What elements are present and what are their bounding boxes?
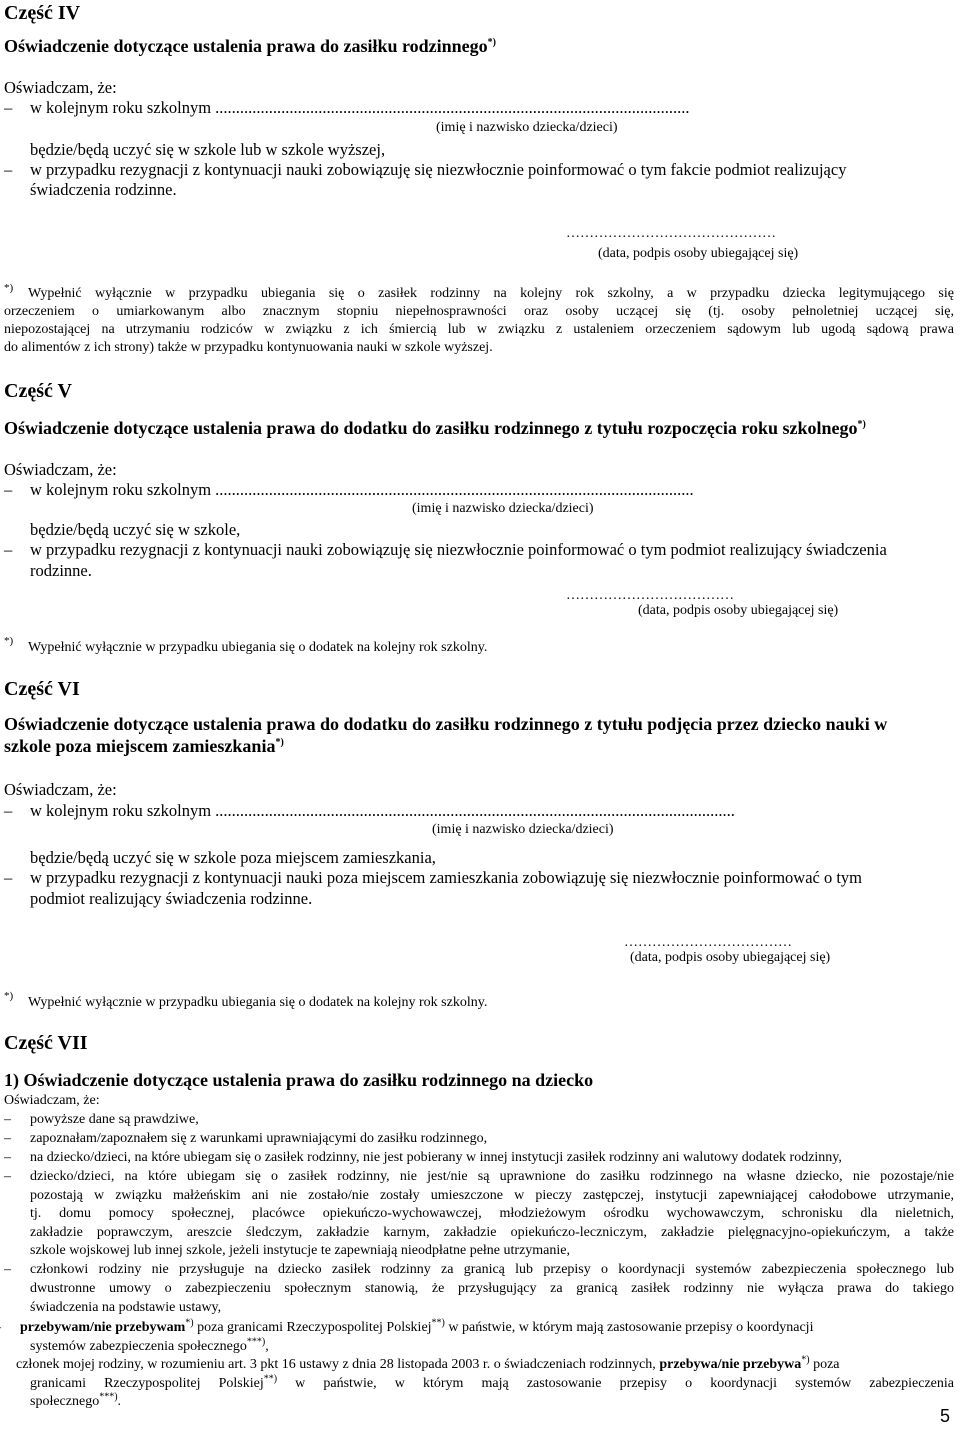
- part7-item6-line1: [20, 1317, 954, 1336]
- part5-title: [4, 418, 866, 439]
- part5-line3b: rodzinne.: [30, 561, 92, 580]
- part4-footnote-line3: niepozostającej na utrzymaniu rodziców w związku z ich śmiercią lub w związku z ustaleniem orzeczeniem sądowym lub ugodą sądową prawa: [4, 322, 954, 337]
- part6-caption: (imię i nazwisko dziecka/dzieci): [432, 822, 614, 837]
- part4-line3b: świadczenia rodzinne.: [30, 180, 177, 199]
- part7-item7-pre: członek mojej rodziny, w rozumieniu art. 3 pkt 16 ustawy z dnia 28 listopada 2003 r. o świadczeniach rodzinnych,: [16, 1357, 660, 1372]
- part5-signature-caption: (data, podpis osoby ubiegającej się): [638, 603, 839, 618]
- part4-footnote-mark: *): [4, 282, 14, 294]
- part5-title-text: Oświadczenie dotyczące ustalenia prawa do dodatku do zasiłku rodzinnego z tytułu rozpoczęcia roku szkolnego: [4, 418, 858, 438]
- part5-caption: (imię i nazwisko dziecka/dzieci): [412, 501, 594, 516]
- part6-line2: będzie/będą uczyć się w szkole poza miejscem zamieszkania,: [30, 848, 436, 867]
- part7-item7-line2: [30, 1373, 954, 1392]
- part7-item3: – na dziecko/dzieci, na które ubiegam się o zasiłek rodzinny, nie jest pobierany w innej instytucji zasiłek rodzinny ani walutowy dodatek rodzinny,: [30, 1150, 842, 1166]
- part5-footnote-line1: Wypełnić wyłącznie w przypadku ubiegania się o dodatek na kolejny rok szkolny.: [28, 640, 488, 655]
- part7-title: 1) Oświadczenie dotyczące ustalenia prawa do zasiłku rodzinnego na dziecko: [4, 1070, 594, 1090]
- part7-item4-line3: tj. domu pomocy społecznej, placówce opiekuńczo-wychowawczej, młodzieżowym ośrodku wychowawczym, schronisku dla nieletnich,: [30, 1206, 954, 1221]
- part4-line2: będzie/będą uczyć się w szkole lub w szkole wyższej,: [30, 140, 386, 159]
- part7-item7-line2-sup: **): [263, 1373, 278, 1385]
- part7-item7-line2-a: granicami Rzeczypospolitej Polskiej: [30, 1376, 264, 1391]
- part7-item7-line3-text: społecznego: [30, 1394, 100, 1409]
- part4-heading: Część IV: [4, 2, 81, 24]
- part7-item7-line1: [16, 1354, 840, 1373]
- part7-item6-rest: w państwie, w którym mają zastosowanie przepisy o koordynacji: [444, 1320, 814, 1335]
- part7-item4-line4: zakładzie poprawczym, areszcie śledczym, zakładzie karnym, zakładzie opiekuńczo-leczniczym, zakładzie pielęgnacyjno-opiekuńczym, a także: [30, 1225, 954, 1240]
- part6-signature-caption: (data, podpis osoby ubiegającej się): [630, 950, 831, 965]
- part4-signature-caption: (data, podpis osoby ubiegającej się): [598, 246, 799, 261]
- part6-title-line1: Oświadczenie dotyczące ustalenia prawa do dodatku do zasiłku rodzinnego z tytułu podjęcia przez dziecko nauki w: [4, 714, 888, 734]
- part5-signature-dots: ………………………………: [566, 588, 734, 603]
- part7-heading: Część VII: [4, 1032, 88, 1054]
- part7-item6-mid: poza granicami Rzeczypospolitej Polskiej: [193, 1320, 432, 1335]
- part5-line3a: – w przypadku rezygnacji z kontynuacji nauki zobowiązuję się niezwłocznie poinformować o tym podmiot realizujący świadczenia: [30, 540, 887, 560]
- part4-line1: – w kolejnym roku szkolnym ...................................................................................................................: [30, 98, 690, 118]
- part7-item6-sup2: **): [431, 1317, 445, 1329]
- part6-line3b: podmiot realizujący świadczenia rodzinne.: [30, 889, 313, 908]
- part5-title-sup: *): [857, 419, 866, 430]
- part4-title-text: Oświadczenie dotyczące ustalenia prawa do zasiłku rodzinnego: [4, 36, 488, 56]
- part6-title-line2: [4, 736, 284, 757]
- part4-title-sup: *): [487, 37, 497, 48]
- part7-item6-status: przebywam/nie przebywam: [20, 1320, 186, 1335]
- page-number: 5: [940, 1406, 951, 1426]
- part7-item4-line1: – dziecko/dzieci, na które ubiegam się o zasiłek rodzinny, nie jest/nie są uprawnione do zasiłku rodzinnego na własne dziecko, nie pozostaje/nie: [30, 1169, 954, 1185]
- part7-item7-status: przebywa/nie przebywa: [659, 1357, 802, 1372]
- part7-item7-line2-b: w państwie, w którym mają zastosowanie przepisy o koordynacji systemów zabezpieczenia: [277, 1376, 954, 1391]
- part5-heading: Część V: [4, 380, 72, 402]
- part6-title-line2-text: szkole poza miejscem zamieszkania: [4, 736, 276, 756]
- part7-declare: Oświadczam, że:: [4, 1093, 100, 1108]
- part4-footnote-line2: orzeczeniem o umiarkowanym albo znacznym stopniu niepełnosprawności oraz osoby uczącej się (tj. osoby pełnoletniej uczącej się,: [4, 304, 954, 319]
- part7-item6-line2-end: ,: [265, 1339, 269, 1354]
- part4-footnote-line1: Wypełnić wyłącznie w przypadku ubiegania się o zasiłek rodzinny na kolejny rok szkolny, a w przypadku dziecka legitymującego się: [28, 286, 954, 301]
- part5-line2: będzie/będą uczyć się w szkole,: [30, 520, 241, 539]
- part6-signature-dots: ………………………………: [624, 935, 792, 950]
- part7-item5-line1: – członkowi rodziny nie przysługuje na dziecko zasiłek rodzinny za granicą lub przepisy o koordynacji systemów zabezpieczenia społecznego lub: [30, 1262, 954, 1278]
- part6-footnote-line1: Wypełnić wyłącznie w przypadku ubiegania się o dodatek na kolejny rok szkolny.: [28, 995, 488, 1010]
- part6-line3a: – w przypadku rezygnacji z kontynuacji nauki poza miejscem zamieszkania zobowiązuję się niezwłocznie poinformować o tym: [30, 868, 862, 888]
- part4-declare: Oświadczam, że:: [4, 78, 117, 97]
- part4-footnote-line4: do alimentów z ich strony) także w przypadku kontynuowania nauki w szkole wyższej.: [4, 340, 493, 355]
- part7-item7-sup: *): [801, 1354, 810, 1366]
- part7-item6-sup1: *): [185, 1317, 194, 1329]
- part7-item6-line2: [30, 1336, 269, 1355]
- part7-item4-line2: pozostają w związku małżeńskim ani nie zostało/nie zostały umieszczone w pieczy zastępczej, instytucji zapewniającej całodobowe utrzymanie,: [30, 1188, 954, 1203]
- part7-item7-line3-sup: ***): [99, 1391, 118, 1403]
- part4-title: [4, 36, 496, 57]
- part7-item6-line2-text: systemów zabezpieczenia społecznego: [30, 1339, 247, 1354]
- part7-item6-line2-sup: ***): [246, 1336, 266, 1348]
- part7-item1: – powyższe dane są prawdziwe,: [30, 1112, 199, 1128]
- part4-line3a: – w przypadku rezygnacji z kontynuacji nauki zobowiązuję się niezwłocznie poinformować o tym fakcie podmiot realizujący: [30, 160, 846, 180]
- part7-item4-line5: szkole wojskowej lub innej szkole, jeżeli instytucje te zapewniają nieodpłatne pełne utrzymanie,: [30, 1243, 570, 1258]
- part7-item7-post: poza: [809, 1357, 840, 1372]
- part6-line1: – w kolejnym roku szkolnym ..............................................................................................................................: [30, 801, 735, 821]
- part7-item5-line3: świadczenia na podstawie ustawy,: [30, 1300, 222, 1315]
- part4-signature-dots: ………………………………………: [566, 226, 776, 241]
- part5-footnote-mark: *): [4, 635, 14, 647]
- part7-item7-line3-end: .: [117, 1394, 122, 1409]
- part7-item5-line2: dwustronne umowy o zabezpieczeniu społecznym stanowią, że przysługujący za granicą zasiłek rodzinny nie wyłącza prawa do takiego: [30, 1281, 954, 1296]
- part6-footnote-mark: *): [4, 990, 14, 1002]
- part6-heading: Część VI: [4, 678, 80, 700]
- part6-declare: Oświadczam, że:: [4, 780, 117, 799]
- part5-declare: Oświadczam, że:: [4, 460, 117, 479]
- part7-item7-line3: [30, 1391, 122, 1410]
- part7-item2: – zapoznałam/zapoznałem się z warunkami uprawniającymi do zasiłku rodzinnego,: [30, 1131, 487, 1147]
- part5-line1: – w kolejnym roku szkolnym ....................................................................................................................: [30, 480, 694, 500]
- part4-caption: (imię i nazwisko dziecka/dzieci): [436, 120, 618, 135]
- part6-title-sup: *): [275, 737, 284, 748]
